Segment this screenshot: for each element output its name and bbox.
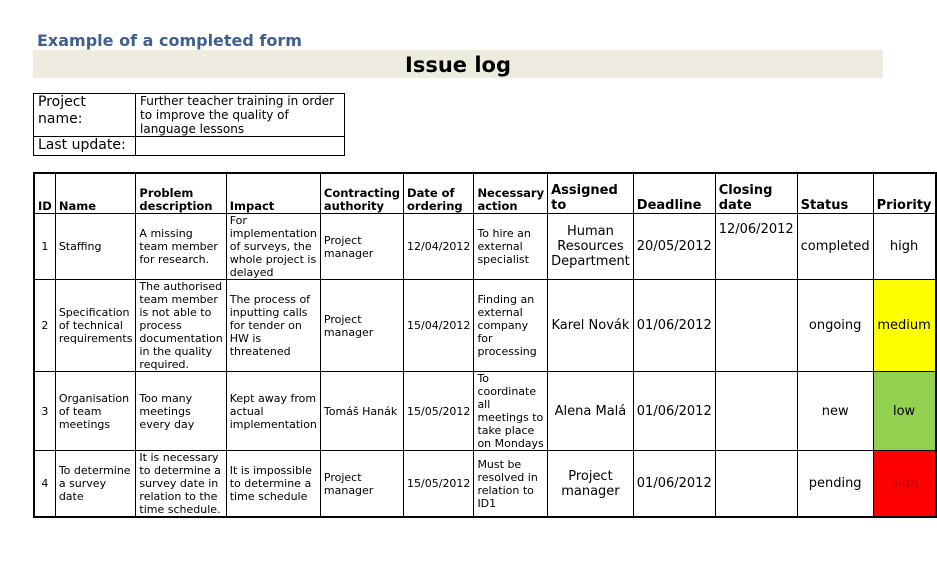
page-title: Issue log — [405, 53, 511, 77]
cell-name: Specification of technical requirements — [55, 280, 136, 372]
cell-action: Finding an external company for processing — [474, 280, 548, 372]
cell-closing: 12/06/2012 — [715, 214, 797, 280]
cell-authority: Project manager — [320, 451, 403, 518]
cell-id: 3 — [34, 372, 55, 451]
cell-action: To hire an external specialist — [474, 214, 548, 280]
col-header-authority: Contracting authority — [320, 173, 403, 214]
col-header-deadline: Deadline — [633, 173, 715, 214]
cell-priority: high — [873, 214, 935, 280]
last-update-value — [136, 137, 345, 156]
cell-priority: low — [873, 372, 935, 451]
table-row — [34, 451, 936, 518]
title-bar — [33, 50, 883, 78]
header-row — [34, 173, 936, 214]
project-name-value: Further teacher training in order to improve the quality of language lessons — [136, 94, 345, 137]
cell-id: 4 — [34, 451, 55, 518]
cell-problem: It is necessary to determine a survey date in relation to the time schedule. — [136, 451, 226, 518]
cell-priority: high — [873, 451, 935, 518]
cell-deadline: 01/06/2012 — [633, 451, 715, 518]
col-header-status: Status — [797, 173, 873, 214]
cell-priority: medium — [873, 280, 935, 372]
project-name-label: Project name: — [34, 94, 136, 137]
cell-action: To coordinate all meetings to take place on Mondays — [474, 372, 548, 451]
cell-impact: Kept away from actual implementation — [226, 372, 320, 451]
cell-authority: Tomáš Hanák — [320, 372, 403, 451]
last-update-row — [34, 137, 345, 156]
cell-id: 1 — [34, 214, 55, 280]
cell-closing — [715, 280, 797, 372]
cell-problem: The authorised team member is not able to process documentation in the quality required. — [136, 280, 226, 372]
col-header-id: ID — [34, 173, 55, 214]
cell-status: new — [797, 372, 873, 451]
col-header-impact: Impact — [226, 173, 320, 214]
issue-log-table — [33, 172, 937, 518]
col-header-priority: Priority — [873, 173, 935, 214]
col-header-ordered: Date of ordering — [404, 173, 474, 214]
cell-assigned: Alena Malá — [548, 372, 634, 451]
cell-ordered: 15/04/2012 — [404, 280, 474, 372]
cell-problem: Too many meetings every day — [136, 372, 226, 451]
cell-action: Must be resolved in relation to ID1 — [474, 451, 548, 518]
cell-impact: The process of inputting calls for tender on HW is threatened — [226, 280, 320, 372]
col-header-closing: Closing date — [715, 173, 797, 214]
project-info-table — [33, 93, 345, 156]
form-subtitle: Example of a completed form — [37, 31, 302, 50]
cell-status: completed — [797, 214, 873, 280]
cell-impact: It is impossible to determine a time schedule — [226, 451, 320, 518]
table-row — [34, 280, 936, 372]
cell-deadline: 20/05/2012 — [633, 214, 715, 280]
cell-ordered: 12/04/2012 — [404, 214, 474, 280]
cell-problem: A missing team member for research. — [136, 214, 226, 280]
project-name-row — [34, 94, 345, 137]
cell-status: ongoing — [797, 280, 873, 372]
col-header-problem: Problem description — [136, 173, 226, 214]
cell-deadline: 01/06/2012 — [633, 280, 715, 372]
table-row — [34, 372, 936, 451]
cell-name: To determine a survey date — [55, 451, 136, 518]
col-header-name: Name — [55, 173, 136, 214]
col-header-assigned: Assigned to — [548, 173, 634, 214]
cell-deadline: 01/06/2012 — [633, 372, 715, 451]
cell-ordered: 15/05/2012 — [404, 451, 474, 518]
cell-assigned: Karel Novák — [548, 280, 634, 372]
cell-name: Organisation of team meetings — [55, 372, 136, 451]
last-update-label: Last update: — [34, 137, 136, 156]
cell-assigned: Project manager — [548, 451, 634, 518]
cell-id: 2 — [34, 280, 55, 372]
cell-closing — [715, 451, 797, 518]
cell-assigned: Human Resources Department — [548, 214, 634, 280]
table-row — [34, 214, 936, 280]
cell-authority: Project manager — [320, 280, 403, 372]
col-header-action: Necessary action — [474, 173, 548, 214]
cell-authority: Project manager — [320, 214, 403, 280]
cell-status: pending — [797, 451, 873, 518]
cell-impact: For implementation of surveys, the whole project is delayed — [226, 214, 320, 280]
cell-ordered: 15/05/2012 — [404, 372, 474, 451]
cell-name: Staffing — [55, 214, 136, 280]
cell-closing — [715, 372, 797, 451]
